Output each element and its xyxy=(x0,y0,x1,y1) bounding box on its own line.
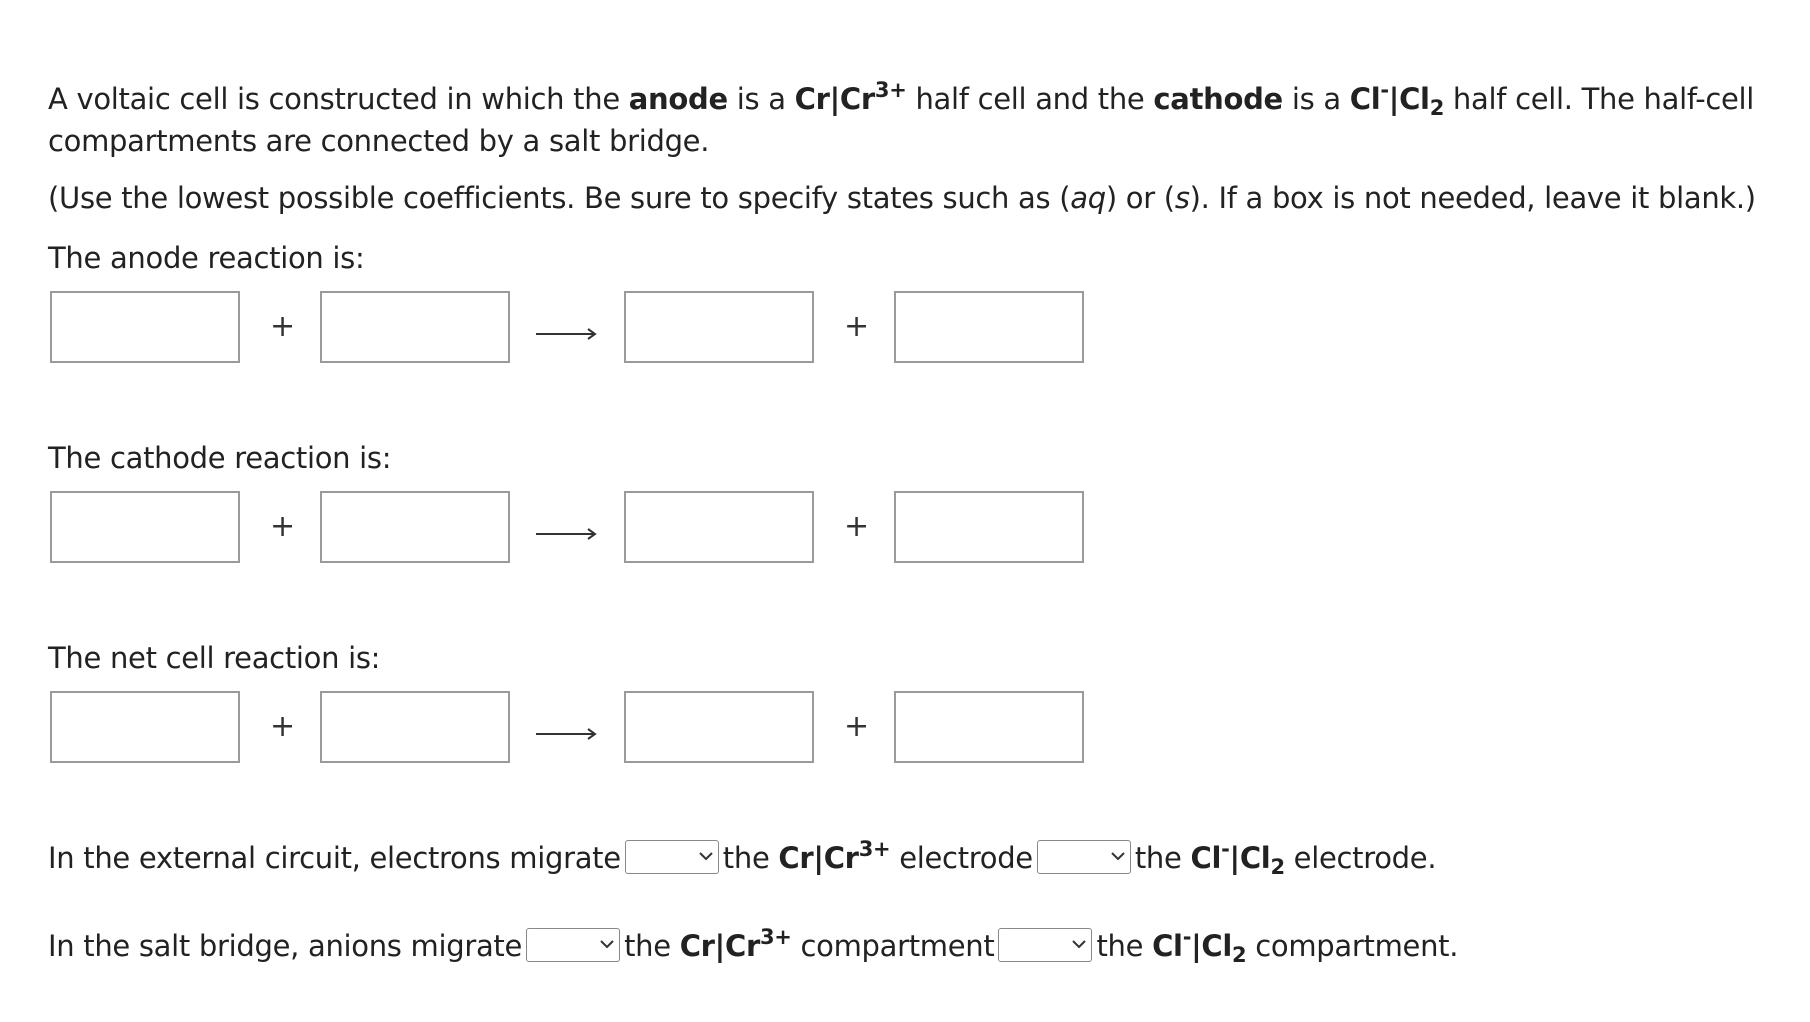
intro-text-4: is a xyxy=(1282,82,1350,116)
intro-text-5: half cell. The half-cell compartments are connected by a salt bridge. xyxy=(48,82,1755,158)
net-reactant-1-input[interactable] xyxy=(50,691,240,763)
cathode-half-cell-subscript: 2 xyxy=(1429,96,1445,120)
cr-compartment-label xyxy=(679,925,792,963)
compartment-suffix-text: compartment. xyxy=(1246,929,1459,963)
net-product-2-input[interactable] xyxy=(894,691,1084,763)
cathode-product-2-input[interactable] xyxy=(894,491,1084,563)
the-text: the xyxy=(722,841,779,875)
anode-half-cell-base: Cr|Cr xyxy=(794,82,875,116)
right-arrow-icon xyxy=(536,327,598,341)
plus-sign: + xyxy=(270,709,296,744)
anode-half-cell xyxy=(794,78,907,116)
cr-electrode-base: Cr|Cr xyxy=(778,841,859,875)
anode-reactant-1-input[interactable] xyxy=(50,291,240,363)
cl-compartment-part1: Cl xyxy=(1152,929,1183,963)
right-arrow-icon xyxy=(536,727,598,741)
electron-direction-dropdown-2[interactable] xyxy=(1037,840,1131,874)
external-circuit-prefix: In the external circuit, electrons migrate xyxy=(48,841,621,875)
plus-sign: + xyxy=(844,509,870,544)
cl-electrode-part2: |Cl xyxy=(1229,841,1271,875)
cr-electrode-label xyxy=(778,837,891,875)
plus-sign: + xyxy=(844,709,870,744)
electrode-text: electrode xyxy=(890,841,1033,875)
cathode-equation-row xyxy=(48,491,870,567)
chevron-down-icon xyxy=(698,850,714,862)
cathode-reaction-label: The cathode reaction is: xyxy=(48,441,392,475)
intro-text-3: half cell and the xyxy=(906,82,1154,116)
cathode-reactant-1-input[interactable] xyxy=(50,491,240,563)
intro-text-1: A voltaic cell is constructed in which the xyxy=(48,82,629,116)
instructions-note xyxy=(48,177,1768,219)
net-product-1-input[interactable] xyxy=(624,691,814,763)
salt-bridge-sentence xyxy=(48,925,1458,967)
electrode-suffix-text: electrode. xyxy=(1284,841,1437,875)
intro-text-2: is a xyxy=(727,82,795,116)
note-text-2: ) or ( xyxy=(1105,181,1175,215)
anode-word: anode xyxy=(628,82,728,116)
cr-compartment-charge: 3+ xyxy=(759,925,792,949)
question-intro xyxy=(48,78,1768,162)
chevron-down-icon xyxy=(1110,850,1126,862)
note-aq: aq xyxy=(1070,181,1106,215)
anion-direction-dropdown-2[interactable] xyxy=(998,928,1092,962)
right-arrow-icon xyxy=(536,527,598,541)
net-equation-row xyxy=(48,691,870,767)
cl-electrode-subscript: 2 xyxy=(1270,855,1285,879)
salt-bridge-prefix: In the salt bridge, anions migrate xyxy=(48,929,523,963)
compartment-text: compartment xyxy=(791,929,995,963)
net-reactant-2-input[interactable] xyxy=(320,691,510,763)
cl-electrode-charge: - xyxy=(1221,837,1230,861)
anode-reactant-2-input[interactable] xyxy=(320,291,510,363)
plus-sign: + xyxy=(270,309,296,344)
plus-sign: + xyxy=(270,509,296,544)
cathode-half-cell-part2: |Cl xyxy=(1388,82,1430,116)
net-reaction-label: The net cell reaction is: xyxy=(48,641,381,675)
cathode-half-cell-part1: Cl xyxy=(1349,82,1381,116)
cl-electrode-part1: Cl xyxy=(1190,841,1222,875)
cr-electrode-charge: 3+ xyxy=(858,837,891,861)
the-text: the xyxy=(1134,841,1191,875)
electron-direction-dropdown-1[interactable] xyxy=(625,840,719,874)
plus-sign: + xyxy=(844,309,870,344)
cl-electrode-label xyxy=(1190,837,1285,879)
cr-compartment-base: Cr|Cr xyxy=(679,929,760,963)
note-text-1: (Use the lowest possible coefficients. Be sure to specify states such as ( xyxy=(48,181,1071,215)
cathode-reaction-section xyxy=(48,437,870,567)
anode-reaction-label: The anode reaction is: xyxy=(48,241,365,275)
cl-compartment-charge: - xyxy=(1182,925,1192,949)
external-circuit-sentence xyxy=(48,837,1436,879)
cl-compartment-subscript: 2 xyxy=(1232,943,1247,967)
cathode-half-cell xyxy=(1349,78,1445,120)
question-container xyxy=(48,78,1768,967)
cathode-word: cathode xyxy=(1153,82,1283,116)
chevron-down-icon xyxy=(599,938,615,950)
anion-direction-dropdown-1[interactable] xyxy=(526,928,620,962)
anode-equation-row xyxy=(48,291,870,367)
the-text: the xyxy=(624,929,680,963)
the-text: the xyxy=(1096,929,1153,963)
cl-compartment-label xyxy=(1152,925,1247,967)
cathode-product-1-input[interactable] xyxy=(624,491,814,563)
note-text-3: ). If a box is not needed, leave it blank.) xyxy=(1189,181,1756,215)
cathode-half-cell-charge: - xyxy=(1380,78,1389,102)
anode-half-cell-charge: 3+ xyxy=(874,78,907,102)
anode-reaction-section xyxy=(48,237,870,367)
note-s: s xyxy=(1174,181,1190,215)
cl-compartment-part2: |Cl xyxy=(1191,929,1233,963)
anode-product-2-input[interactable] xyxy=(894,291,1084,363)
chevron-down-icon xyxy=(1071,938,1087,950)
anode-product-1-input[interactable] xyxy=(624,291,814,363)
net-reaction-section xyxy=(48,637,870,767)
cathode-reactant-2-input[interactable] xyxy=(320,491,510,563)
